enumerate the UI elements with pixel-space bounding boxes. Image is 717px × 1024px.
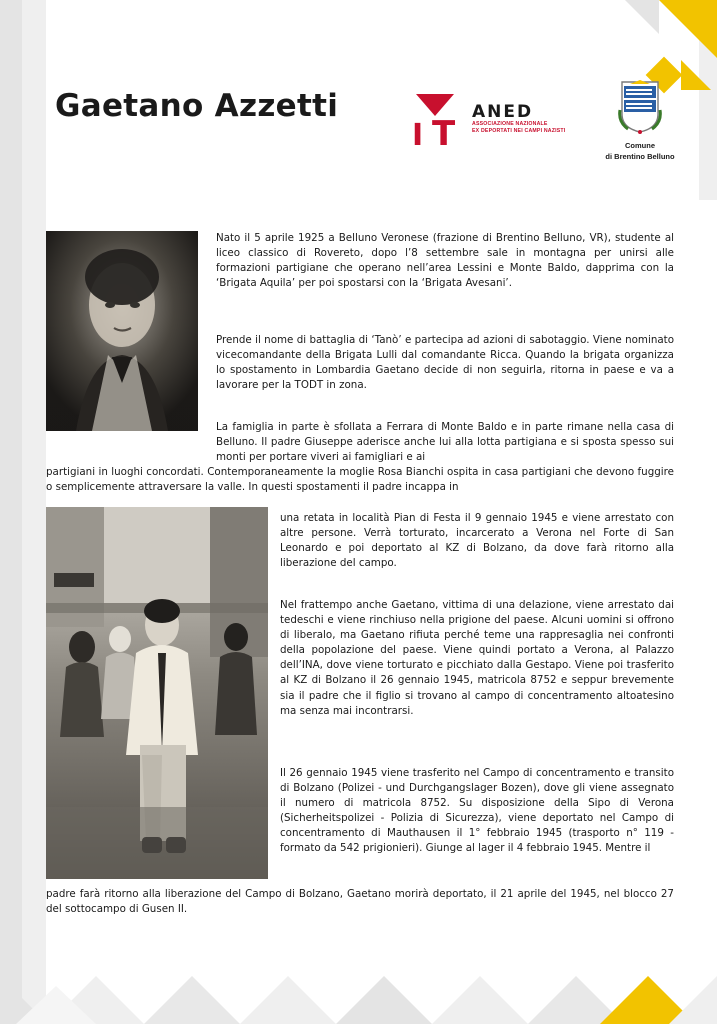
page-title: Gaetano Azzetti: [55, 88, 339, 124]
paragraph-4: una retata in località Pian di Festa il 9 gennaio 1945 e viene arrestato con altre persone. Verrà torturato, incarcerato a Verona nel Forte di San Leonardo e poi deportato al KZ di Bolzano, da dove farà ritorno alla liberazione del campo.: [280, 512, 674, 570]
bottom-decoration: [0, 914, 717, 1024]
paragraph-3-cont: partigiani in luoghi concordati. Contemporaneamente la moglie Rosa Bianchi ospita in casa partigiani che devono fuggire o semplicemente attraversare la valle. In questi spostamenti il padre incappa in: [46, 466, 674, 494]
paragraph-2: Prende il nome di battaglia di ‘Tanò’ e partecipa ad azioni di sabotaggio. Viene nominato vicecomandante della Brigata Lulli dal comandante Ricca. Quando la brigata organizza lo spostamento in Lombardia Gaetano decide di non seguirla, ritorna in paese e va a lavorare per la TODT in zona.: [216, 334, 674, 392]
paragraph-3: La famiglia in parte è sfollata a Ferrara di Monte Baldo e in parte rimane nella casa di Belluno. Il padre Giuseppe aderisce anche lui alla lotta partigiana e si sposta spesso sui monti per portare viveri ai famigliari e ai: [216, 421, 674, 464]
street-photo-image: [46, 507, 268, 879]
comune-label-line1: Comune: [625, 141, 655, 150]
paragraph-5: Nel frattempo anche Gaetano, vittima di una delazione, viene arrestato dai tedeschi e viene rinchiuso nella prigione del paese. Alcuni uomini si offrono di liberalo, ma Gaetano rifiuta perché teme una rappresaglia nei confronti della popolazione del paese. Viene quindi portato a Verona, al Palazzo dell’INA, dove viene torturato e picchiato dalla Gestapo. Viene poi trasferito al KZ di Bolzano il 26 gennaio 1945, matricola 8752 e seppur brevemente sia il padre che il figlio si trovano al campo di concentramento altoatesino ma senza mai incontrarsi.: [280, 599, 674, 717]
paragraph-6-cont: padre farà ritorno alla liberazione del Campo di Bolzano, Gaetano morirà deportato, il 21 aprile del 1945, nel blocco 27 del sottocampo di Gusen II.: [46, 888, 674, 916]
portrait-photo: [46, 231, 198, 431]
paragraph-1: Nato il 5 aprile 1925 a Belluno Veronese (frazione di Brentino Belluno, VR), studente al liceo classico di Rovereto, dopo l’8 settembre sale in montagna per unirsi alle formazioni partigiane che operano nell’area Lessini e Monte Baldo, dapprima con la ‘Brigata Aquila’ per poi spostarsi con la ‘Brigata Avesani’.: [216, 232, 674, 290]
portrait-photo-image: [46, 231, 198, 431]
comune-label-line2: di Brentino Belluno: [605, 152, 675, 161]
aned-letter-i: I: [412, 118, 424, 153]
aned-triangle-icon: [416, 94, 454, 116]
page-header: [0, 0, 717, 205]
aned-subtitle: ASSOCIAZIONE NAZIONALE EX DEPORTATI NEI CAMPI NAZISTI: [472, 121, 566, 134]
aned-name: ANED: [472, 102, 534, 122]
aned-letter-t: T: [432, 114, 456, 154]
crest-shield-icon: [618, 80, 662, 134]
aned-logo: [410, 88, 580, 154]
comune-crest: [592, 80, 688, 161]
street-photo: [46, 507, 268, 879]
paragraph-6: Il 26 gennaio 1945 viene trasferito nel Campo di concentramento e transito di Bolzano (Polizei - und Durchgangslager Bozen), dove gli viene assegnato il numero di matricola 8752. Su disposizione della Sipo di Verona (Sicherheitspolizei - Polizia di Sicurezza), viene deportato nel Campo di concentramento di Mauthausen il 1° febbraio 1945 (trasporto n° 119 - formato da 542 prigionieri). Giunge al lager il 4 febbraio 1945. Mentre il: [280, 767, 674, 855]
